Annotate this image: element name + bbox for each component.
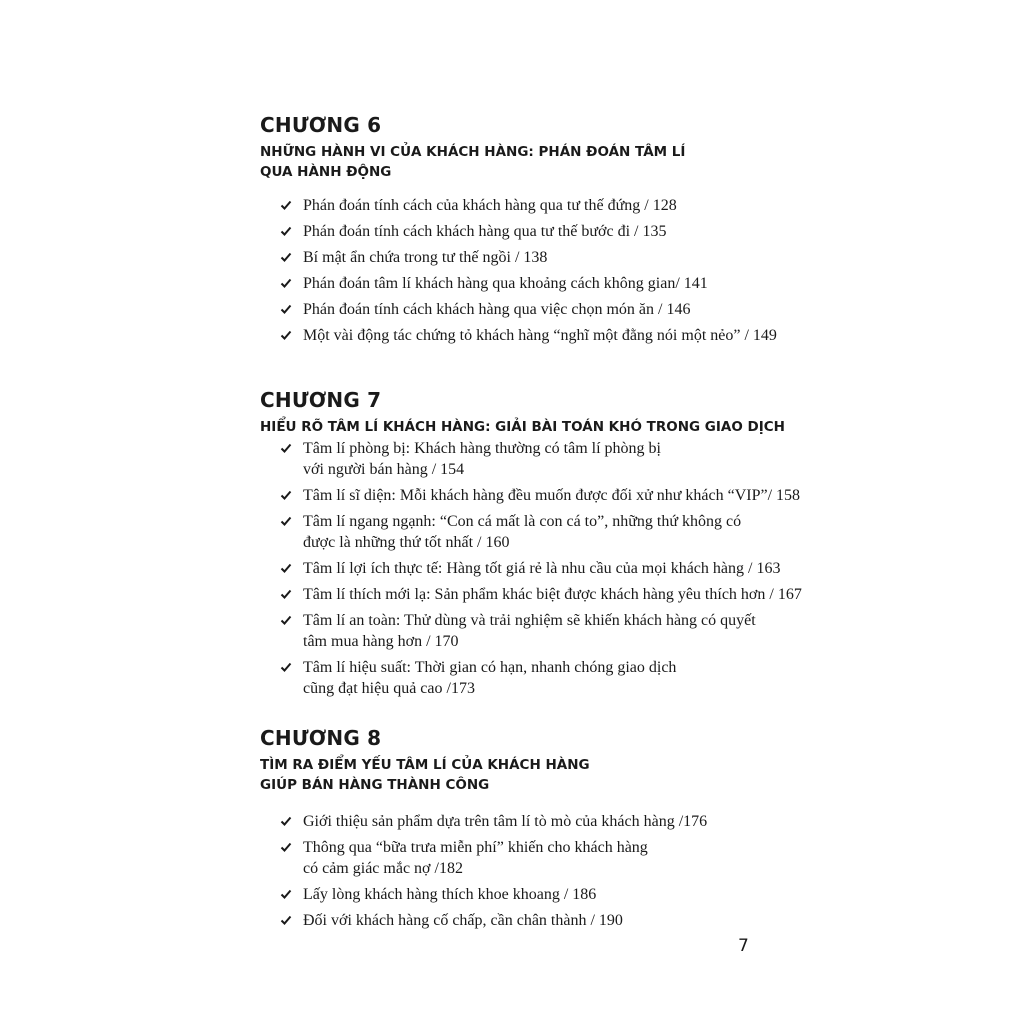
toc-item-text: với người bán hàng / 154 bbox=[303, 461, 465, 478]
toc-item bbox=[260, 837, 820, 879]
chapter-subtitle bbox=[260, 755, 820, 795]
toc-item-text: Một vài động tác chứng tỏ khách hàng “nghĩ một đằng nói một nẻo” / 149 bbox=[303, 327, 777, 344]
checkmark-icon bbox=[280, 888, 292, 900]
toc-item bbox=[260, 610, 820, 652]
chapter-subtitle-line: HIỂU RÕ TÂM LÍ KHÁCH HÀNG: GIẢI BÀI TOÁN KHÓ TRONG GIAO DỊCH bbox=[260, 419, 785, 435]
toc-item-text: có cảm giác mắc nợ /182 bbox=[303, 860, 463, 877]
checkmark-icon bbox=[280, 914, 292, 926]
chapter-title: CHƯƠNG 7 bbox=[260, 388, 382, 412]
checkmark-icon bbox=[280, 251, 292, 263]
checkmark-icon bbox=[280, 841, 292, 853]
toc-item-text: Phán đoán tâm lí khách hàng qua khoảng cách không gian/ 141 bbox=[303, 275, 708, 292]
checkmark-icon bbox=[280, 815, 292, 827]
toc-item-text: Phán đoán tính cách khách hàng qua tư thế bước đi / 135 bbox=[303, 223, 667, 240]
toc-item-text: Bí mật ẩn chứa trong tư thế ngồi / 138 bbox=[303, 249, 548, 266]
checkmark-icon bbox=[280, 562, 292, 574]
chapter-subtitle bbox=[260, 417, 820, 437]
checkmark-icon bbox=[280, 588, 292, 600]
chapter-subtitle-line: GIÚP BÁN HÀNG THÀNH CÔNG bbox=[260, 777, 490, 793]
toc-item-text: Tâm lí thích mới lạ: Sản phẩm khác biệt được khách hàng yêu thích hơn / 167 bbox=[303, 586, 802, 603]
toc-item-text: Tâm lí an toàn: Thử dùng và trải nghiệm sẽ khiến khách hàng có quyết bbox=[303, 612, 756, 629]
toc-item bbox=[260, 884, 820, 905]
chapter-subtitle-line: TÌM RA ĐIỂM YẾU TÂM LÍ CỦA KHÁCH HÀNG bbox=[260, 757, 590, 773]
checkmark-icon bbox=[280, 277, 292, 289]
toc-list bbox=[260, 811, 820, 931]
toc-item bbox=[260, 811, 820, 832]
checkmark-icon bbox=[280, 489, 292, 501]
toc-item-text: Tâm lí sĩ diện: Mỗi khách hàng đều muốn được đối xử như khách “VIP”/ 158 bbox=[303, 487, 801, 504]
toc-item bbox=[260, 657, 820, 699]
toc-item bbox=[260, 584, 820, 605]
checkmark-icon bbox=[280, 442, 292, 454]
toc-item-text: Thông qua “bữa trưa miễn phí” khiến cho khách hàng bbox=[303, 839, 648, 856]
toc-item-text: Phán đoán tính cách khách hàng qua việc chọn món ăn / 146 bbox=[303, 301, 691, 318]
page-number: 7 bbox=[738, 936, 749, 956]
chapter-8 bbox=[260, 725, 820, 936]
toc-item-text: tâm mua hàng hơn / 170 bbox=[303, 633, 459, 650]
chapter-subtitle-line: QUA HÀNH ĐỘNG bbox=[260, 164, 392, 180]
toc-item-text: Phán đoán tính cách của khách hàng qua tư thế đứng / 128 bbox=[303, 197, 677, 214]
toc-item bbox=[260, 273, 820, 294]
checkmark-icon bbox=[280, 225, 292, 237]
chapter-subtitle bbox=[260, 142, 820, 182]
toc-item-text: Tâm lí phòng bị: Khách hàng thường có tâm lí phòng bị bbox=[303, 440, 661, 457]
checkmark-icon bbox=[280, 199, 292, 211]
toc-item-text: được là những thứ tốt nhất / 160 bbox=[303, 534, 510, 551]
toc-item bbox=[260, 299, 820, 320]
chapter-7 bbox=[260, 387, 820, 704]
toc-item bbox=[260, 558, 820, 579]
toc-item-text: Đối với khách hàng cố chấp, cần chân thành / 190 bbox=[303, 912, 623, 929]
checkmark-icon bbox=[280, 661, 292, 673]
chapter-title: CHƯƠNG 8 bbox=[260, 726, 382, 750]
checkmark-icon bbox=[280, 614, 292, 626]
toc-item-text: Tâm lí ngang ngạnh: “Con cá mất là con cá to”, những thứ không có bbox=[303, 513, 742, 530]
toc-item bbox=[260, 485, 820, 506]
checkmark-icon bbox=[280, 303, 292, 315]
toc-item-text: Tâm lí lợi ích thực tế: Hàng tốt giá rẻ là nhu cầu của mọi khách hàng / 163 bbox=[303, 560, 781, 577]
toc-item bbox=[260, 325, 820, 346]
toc-item bbox=[260, 195, 820, 216]
checkmark-icon bbox=[280, 515, 292, 527]
toc-item-text: Tâm lí hiệu suất: Thời gian có hạn, nhanh chóng giao dịch bbox=[303, 659, 677, 676]
checkmark-icon bbox=[280, 329, 292, 341]
toc-item-text: Giới thiệu sản phẩm dựa trên tâm lí tò mò của khách hàng /176 bbox=[303, 813, 708, 830]
toc-item bbox=[260, 247, 820, 268]
toc-item bbox=[260, 438, 820, 480]
toc-item-text: cũng đạt hiệu quả cao /173 bbox=[303, 680, 475, 697]
toc-list bbox=[260, 195, 820, 346]
toc-list bbox=[260, 438, 820, 699]
toc-item bbox=[260, 511, 820, 553]
chapter-subtitle-line: NHỮNG HÀNH VI CỦA KHÁCH HÀNG: PHÁN ĐOÁN TÂM LÍ bbox=[260, 144, 686, 160]
chapter-6 bbox=[260, 112, 820, 351]
toc-item bbox=[260, 221, 820, 242]
toc-item-text: Lấy lòng khách hàng thích khoe khoang / 186 bbox=[303, 886, 597, 903]
chapter-title: CHƯƠNG 6 bbox=[260, 113, 382, 137]
toc-item bbox=[260, 910, 820, 931]
